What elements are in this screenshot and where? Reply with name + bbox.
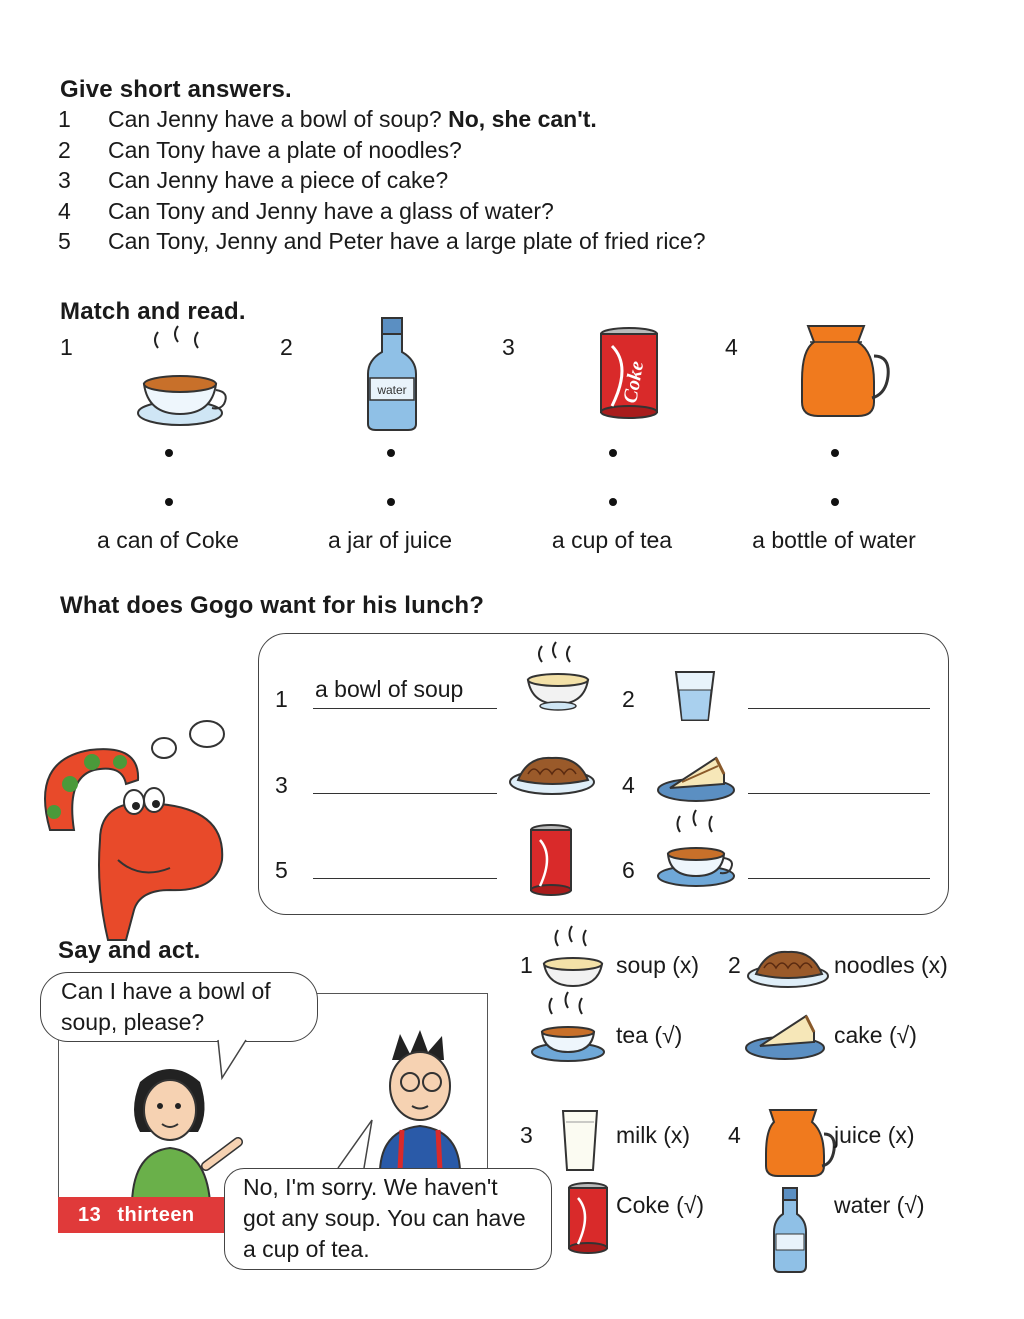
question-number: 3 — [58, 167, 71, 193]
question-row — [58, 167, 958, 198]
question-2: Can Tony have a plate of noodles? — [108, 136, 462, 163]
question-row — [58, 228, 958, 259]
page-word: thirteen — [117, 1204, 195, 1226]
answer-line — [313, 708, 497, 709]
match-dot-top[interactable] — [165, 449, 173, 457]
match-number: 3 — [502, 334, 515, 360]
question-row — [58, 137, 958, 168]
say-item-cake: cake (√) — [834, 1022, 917, 1048]
match-read-title: Match and read. — [60, 298, 246, 325]
bubble-tail-icon — [334, 1118, 374, 1170]
noodles-plate-icon — [508, 752, 596, 798]
question-5: Can Tony, Jenny and Peter have a large plate of fried rice? — [108, 228, 706, 254]
water-glass-icon — [672, 668, 718, 724]
group-number: 1 — [520, 952, 533, 978]
match-phrase: a jar of juice — [327, 527, 452, 553]
match-dot-top[interactable] — [831, 449, 839, 457]
tea-cup-icon — [530, 994, 606, 1064]
water-bottle-label: water — [377, 383, 407, 397]
speech-bubble-boy: No, I'm sorry. We haven't got any soup. You can have a cup of tea. — [224, 1168, 552, 1270]
answer-1: No, she can't. — [448, 106, 597, 132]
cake-slice-icon — [656, 754, 736, 804]
lunch-answer-1[interactable]: a bowl of soup — [315, 676, 464, 702]
tea-cup-icon — [130, 328, 230, 433]
coke-can-label: Coke — [619, 359, 649, 405]
question-number: 1 — [58, 106, 71, 132]
question-number: 5 — [58, 228, 71, 254]
match-phrase: a cup of tea — [551, 527, 673, 553]
tea-cup-icon — [656, 810, 738, 890]
match-dot-bottom[interactable] — [609, 498, 617, 506]
lunch-number: 3 — [275, 772, 288, 798]
group-number: 4 — [728, 1122, 741, 1148]
juice-jar-icon — [798, 320, 890, 420]
answer-line — [313, 793, 497, 794]
lunch-number: 4 — [622, 772, 635, 798]
match-number: 2 — [280, 334, 293, 360]
say-item-juice: juice (x) — [834, 1122, 915, 1148]
lunch-title: What does Gogo want for his lunch? — [60, 592, 485, 619]
say-item-noodles: noodles (x) — [834, 952, 948, 978]
group-number: 2 — [728, 952, 741, 978]
answer-line — [748, 793, 930, 794]
coke-can-icon — [566, 1182, 610, 1256]
question-4: Can Tony and Jenny have a glass of water? — [108, 197, 554, 224]
juice-jar-icon — [762, 1106, 838, 1178]
match-phrase: a bottle of water — [752, 527, 916, 553]
lunch-number: 6 — [622, 857, 635, 883]
match-number: 1 — [60, 334, 73, 360]
match-dot-top[interactable] — [609, 449, 617, 457]
question-1: Can Jenny have a bowl of soup? — [108, 106, 442, 132]
match-dot-bottom[interactable] — [831, 498, 839, 506]
match-dot-bottom[interactable] — [165, 498, 173, 506]
say-item-milk: milk (x) — [616, 1122, 691, 1148]
group-number: 3 — [520, 1122, 533, 1148]
coke-can-icon — [528, 824, 574, 898]
answer-line — [313, 878, 497, 879]
gogo-dinosaur-icon — [30, 740, 230, 940]
water-bottle-icon — [362, 316, 422, 434]
question-row — [58, 106, 958, 137]
match-phrase: a can of Coke — [97, 527, 239, 553]
cake-slice-icon — [744, 1010, 826, 1062]
lunch-number: 1 — [275, 686, 288, 712]
question-number: 4 — [58, 197, 71, 224]
bubble-tail-icon — [216, 1040, 256, 1080]
boy-tony-icon — [370, 1030, 480, 1170]
short-answers-list — [58, 106, 958, 259]
noodles-plate-icon — [746, 946, 830, 990]
question-text — [108, 106, 597, 133]
coke-can-icon — [596, 326, 662, 421]
soup-bowl-icon — [540, 924, 606, 992]
question-3: Can Jenny have a piece of cake? — [108, 167, 449, 193]
page-number: 13 — [78, 1204, 102, 1226]
question-number: 2 — [58, 136, 71, 163]
water-bottle-icon — [770, 1186, 810, 1274]
lunch-number: 5 — [275, 857, 288, 883]
soup-bowl-icon — [522, 640, 594, 712]
answer-line — [748, 708, 930, 709]
match-number: 4 — [725, 334, 738, 360]
say-act-title: Say and act. — [58, 937, 201, 964]
say-item-soup: soup (x) — [616, 952, 700, 978]
short-answers-title: Give short answers. — [60, 76, 292, 103]
match-dot-bottom[interactable] — [387, 498, 395, 506]
milk-glass-icon — [560, 1108, 600, 1174]
page-footer — [58, 1197, 224, 1233]
question-row — [58, 198, 958, 229]
match-dot-top[interactable] — [387, 449, 395, 457]
say-item-coke: Coke (√) — [616, 1192, 705, 1218]
say-item-tea: tea (√) — [616, 1022, 683, 1048]
say-item-water: water (√) — [834, 1192, 925, 1218]
speech-bubble-girl: Can I have a bowl of soup, please? — [40, 972, 318, 1042]
answer-line — [748, 878, 930, 879]
lunch-number: 2 — [622, 686, 635, 712]
